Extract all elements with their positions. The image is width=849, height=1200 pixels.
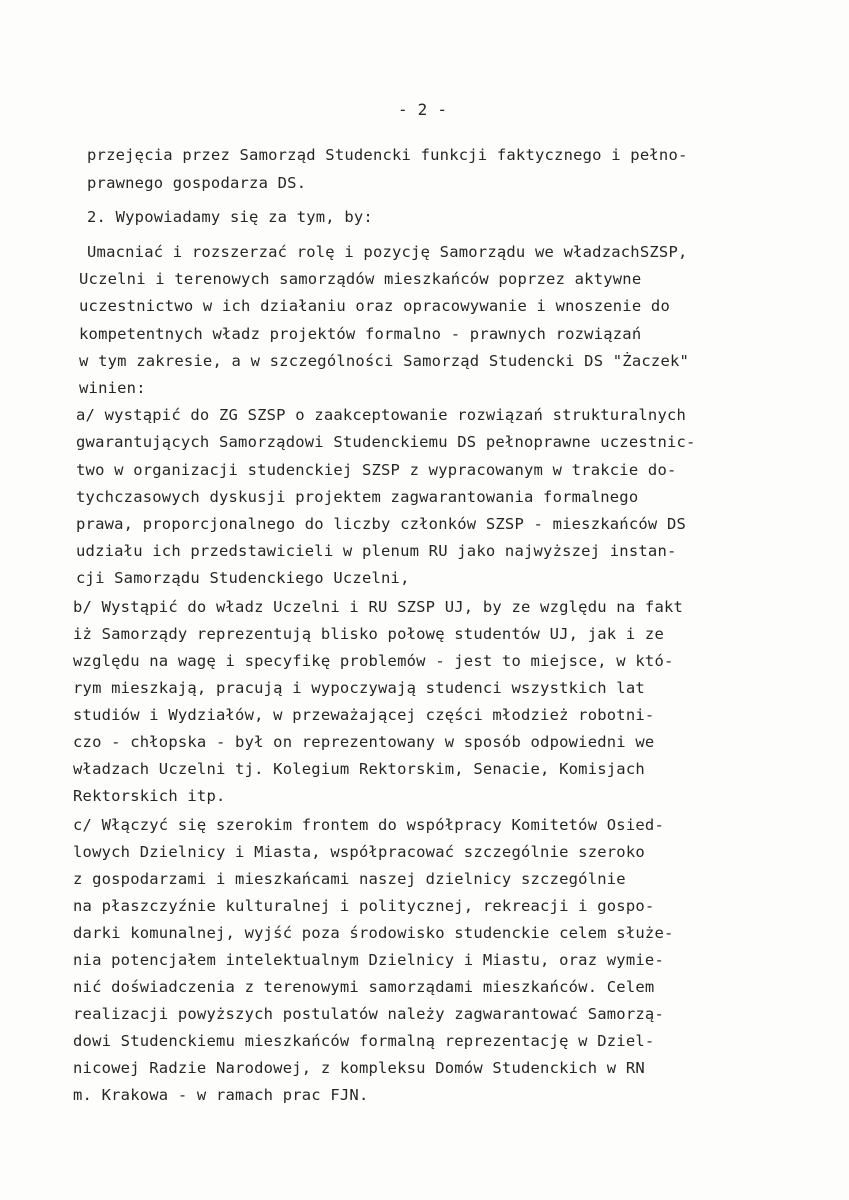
item-b-line: Rektorskich itp. — [73, 787, 226, 805]
text-line: Uczelni i terenowych samorządów mieszkańców poprzez aktywne — [79, 270, 642, 288]
text-line: winien: — [79, 379, 146, 397]
item-b-line: studiów i Wydziałów, w przeważającej części młodzież robotni- — [73, 706, 655, 724]
text-line: prawnego gospodarza DS. — [87, 174, 307, 192]
item-a-line: tychczasowych dyskusji projektem zagwarantowania formalnego — [76, 488, 639, 506]
item-b-line: b/ Wystąpić do władz Uczelni i RU SZSP UJ, by ze względu na fakt — [73, 598, 684, 616]
item-b-line: władzach Uczelni tj. Kolegium Rektorskim, Senacie, Komisjach — [73, 760, 645, 778]
item-c-line: lowych Dzielnicy i Miasta, współpracować szczególnie szeroko — [73, 843, 645, 861]
text-line: Umacniać i rozszerzać rolę i pozycję Samorządu we władzachSZSP, — [87, 243, 688, 261]
item-a-line: cji Samorządu Studenckiego Uczelni, — [76, 569, 410, 587]
item-c-line: nia potencjałem intelektualnym Dzielnicy i Miastu, oraz wymie- — [73, 951, 664, 969]
item-a-line: a/ wystąpić do ZG SZSP o zaakceptowanie rozwiązań strukturalnych — [76, 406, 687, 424]
item-c-line: m. Krakowa - w ramach prac FJN. — [73, 1086, 369, 1104]
item-c-line: realizacji powyższych postulatów należy zagwarantować Samorzą- — [73, 1005, 664, 1023]
item-a-line: gwarantujących Samorządowi Studenckiemu DS pełnoprawne uczestnic- — [76, 433, 696, 451]
item-a-line: prawa, proporcjonalnego do liczby członków SZSP - mieszkańców DS — [76, 515, 687, 533]
item-b-line: czo - chłopska - był on reprezentowany w sposób odpowiedni we — [73, 733, 655, 751]
text-line: kompetentnych władz projektów formalno - prawnych rozwiązań — [79, 325, 642, 343]
text-line: przejęcia przez Samorząd Studencki funkcji faktycznego i pełno- — [87, 146, 688, 164]
item-a-line: udziału ich przedstawicieli w plenum RU jako najwyższej instan- — [76, 542, 677, 560]
item-b-line: iż Samorządy reprezentują blisko połowę studentów UJ, jak i ze — [73, 625, 664, 643]
item-c-line: nicowej Radzie Narodowej, z kompleksu Domów Studenckich w RN — [73, 1059, 645, 1077]
item-c-line: na płaszczyźnie kulturalnej i politycznej, rekreacji i gospo- — [73, 897, 655, 915]
item-c-line: c/ Włączyć się szerokim frontem do współpracy Komitetów Osied- — [73, 816, 664, 834]
text-line: w tym zakresie, a w szczególności Samorząd Studencki DS "Żaczek" — [79, 352, 690, 370]
page-number: - 2 - — [398, 100, 448, 119]
text-line: uczestnictwo w ich działaniu oraz opracowywanie i wnoszenie do — [79, 297, 670, 315]
item-a-line: two w organizacji studenckiej SZSP z wypracowanym w trakcie do- — [76, 461, 677, 479]
item-c-line: darki komunalnej, wyjść poza środowisko studenckie celem służe- — [73, 924, 674, 942]
item-c-line: z gospodarzami i mieszkańcami naszej dzielnicy szczególnie — [73, 870, 626, 888]
section-heading: 2. Wypowiadamy się za tym, by: — [87, 208, 373, 226]
item-b-line: rym mieszkają, pracują i wypoczywają studenci wszystkich lat — [73, 679, 645, 697]
item-c-line: nić doświadczenia z terenowymi samorządami mieszkańców. Celem — [73, 978, 655, 996]
item-b-line: względu na wagę i specyfikę problemów - jest to miejsce, w któ- — [73, 652, 674, 670]
item-c-line: dowi Studenckiemu mieszkańców formalną reprezentację w Dziel- — [73, 1032, 655, 1050]
